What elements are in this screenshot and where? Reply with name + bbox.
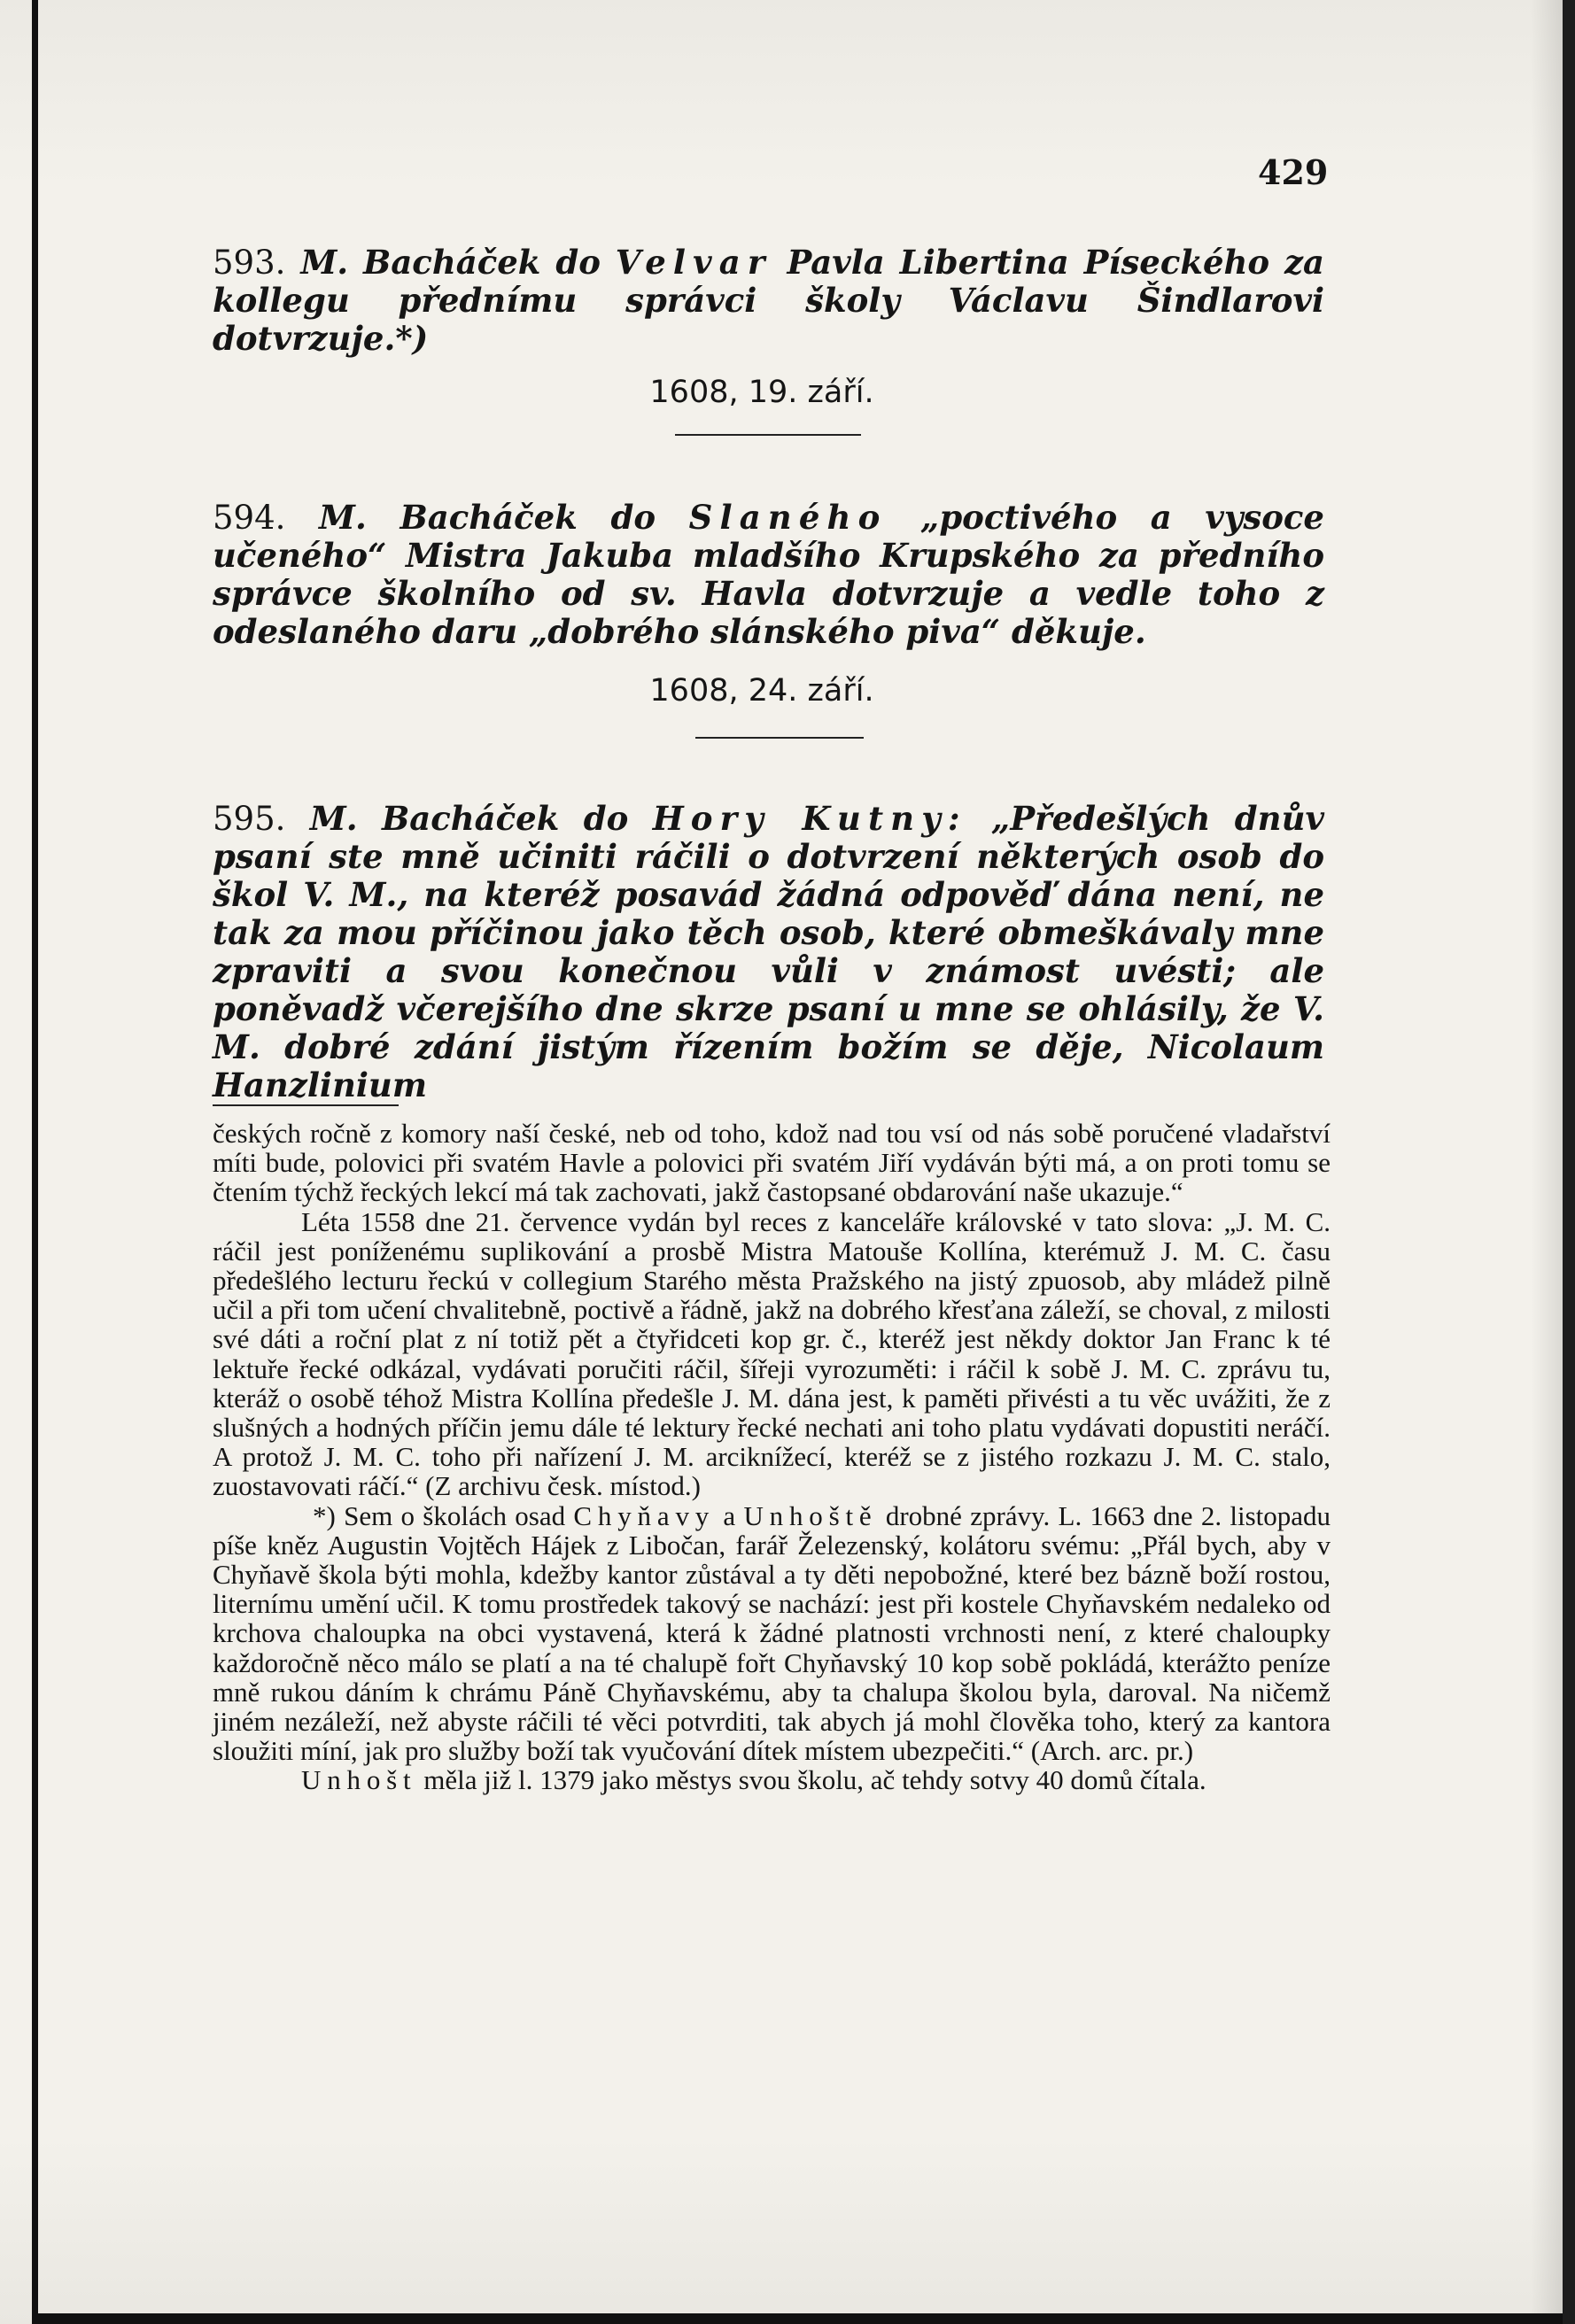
entry-place: Slaného: [688, 498, 888, 537]
footnote-continuation: českých ročně z komory naší české, neb od toho, kdož nad tou vsí od nás sobě poručené vladařství míti bude, polovici při svatém Havle a polovici při svatém Jiří vydáván býti má, a on proti tomu se čtením týchž řeckých lekcí má tak zachovati, jakž častopsané obdarování naše ukazuje.“: [213, 1118, 1331, 1208]
entry-number: 594.: [213, 499, 286, 537]
entry-place: Velvar: [615, 243, 772, 282]
entry-author: M. Bacháček do: [309, 799, 629, 838]
footnote-star: *) Sem o školách osad Chyňavy a Unhoště drobné zprávy. L. 1663 dne 2. listopadu píše kněz Augustin Vojtěch Hájek z Libočan, farář Železenský, kolátoru svému: „Přál bych, aby v Chyňavě škola býti mohla, kdežby kantor zůstával a ty děti nepobožné, které bez bázně boží rostou, liternímu umění učil. K tomu prostředek takový se nachází: jest při kostele Chyňavském nedaleko od krchova chaloupka na obci vystavená, která k žádné platnosti vrchnosti není, z které chaloupky každoročně něco málo se platí a na té chalupě fořt Chyňavský 10 kop sobě pokládá, kterážto peníze mně rukou dáním k chrámu Páně Chyňavskému, aby ta chalupa školou byla, daroval. Na ničemž jiném nezáleží, než abyste ráčili té věci potvrditi, tak abych já mohl člověka toho, který za kantora sloužiti míní, jak pro služby boží tak vyučování dítek místem ubezpečiti.“ (Arch. arc. pr.): [213, 1499, 1331, 1767]
entry-summary: „poctivého a vysoce učeného“ Mistra Jakuba mladšího Krupského za předního správce školního od sv. Havla dotvrzuje a vedle toho z odeslaného daru „dobrého slánského piva“ děkuje.: [213, 498, 1324, 651]
footnote-last: Unhošt měla již l. 1379 jako městys svou školu, ač tehdy sotvy 40 domů čítala.: [301, 1764, 1206, 1796]
section-divider: [695, 737, 864, 739]
entry-number: 595.: [213, 800, 286, 838]
entry-summary: Pavla Libertina Píseckého za kollegu přednímu správci školy Václavu Šindlarovi dotvrzuje.*): [213, 243, 1325, 358]
entry-date: 1608, 19. září.: [649, 375, 874, 410]
entry-author: M. Bacháček do: [300, 243, 601, 282]
entry-place: Hory Kutny:: [652, 799, 967, 838]
entry-593: [213, 244, 1324, 358]
entry-date: 1608, 24. září.: [649, 673, 874, 709]
entry-595: [213, 800, 1324, 1104]
scan-border-left: [32, 0, 38, 2324]
footnote-separator: [213, 1104, 399, 1106]
place-name: Unhošt: [301, 1764, 417, 1796]
section-divider: [675, 434, 861, 436]
scan-border-bottom: [32, 2313, 1575, 2324]
entry-number: 593.: [213, 244, 286, 282]
entry-594: [213, 499, 1324, 651]
entry-author: M. Bacháček do: [319, 498, 656, 537]
place-name: Unhoště: [743, 1499, 878, 1531]
place-name: Chyňavy: [573, 1499, 716, 1531]
page-edge-shadow: [1531, 0, 1563, 2324]
footnotes: [213, 1119, 1331, 1795]
scan-border-right: [1563, 0, 1575, 2324]
page-number: 429: [1258, 152, 1329, 192]
entry-summary: „Předešlých dnův psaní ste mně učiniti ráčili o dotvrzení některých osob do škol V. M., na kteréž posavád žádná odpověď dána není, ne tak za mou příčinou jako těch osob, které obmeškávaly mne zpraviti a svou konečnou vůli v známost uvésti; ale poněvadž včerejšího dne skrze psaní u mne se ohlásily, že V. M. dobré zdání jistým řízením božím se děje, Nicolaum Hanzlinium: [213, 799, 1324, 1104]
footnote-marker: *): [313, 1499, 336, 1531]
footnote-paragraph: Léta 1558 dne 21. července vydán byl reces z kanceláře královské v tato slova: „J. M. C. ráčil jest poníženému suplikování a prosbě Mistra Matouše Kollína, kterémuž J. M. C. času předešlého lecturu řeckú v collegium Starého města Pražského na jistý zpuosob, aby mládež pilně učil a při tom učení chvalitebně, poctivě a řádně, jakž na dobrého křesťana záleží, se choval, z milosti své dáti a roční plat z ní totiž pět a čtyřidceti kop gr. č., kteréž jest někdy doktor Jan Franc k té lektuře řecké odkázal, vydávati poručiti ráčil, šířeji vyrozuměti: i ráčil k sobě J. M. C. zprávu tu, kteráž o osobě téhož Mistra Kollína předešle J. M. dána jest, k paměti přivésti a tu věc uvážiti, že z slušných a hodných příčin jemu dále té lektury řecké nechati ani toho platu vydávati dopustiti neráčí. A protož J. M. C. toho při nařízení J. M. arciknížecí, kteréž se z jistého rozkazu J. M. C. stalo, zuostavovati ráčí.“ (Z archivu česk. místod.): [213, 1205, 1331, 1502]
